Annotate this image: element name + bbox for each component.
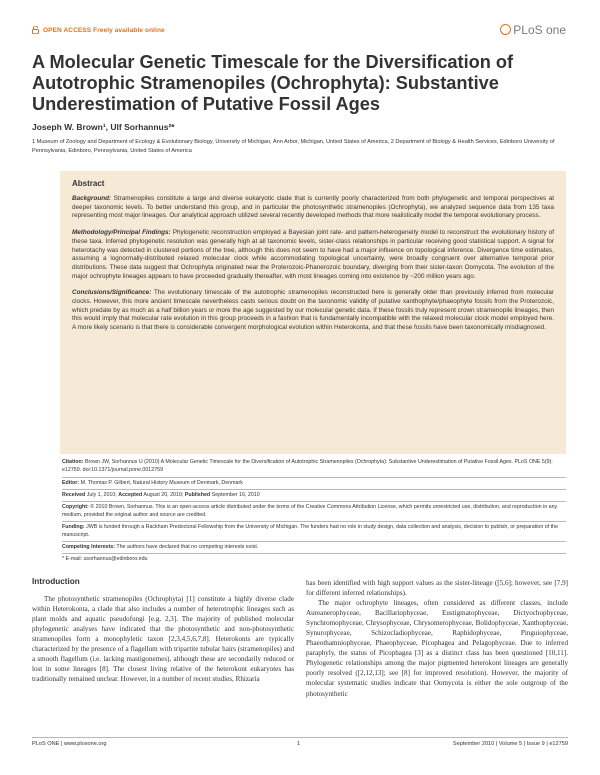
journal-logo-text: PLoS one bbox=[513, 23, 566, 37]
copyright-text: © 2010 Brown, Sorhannus. This is an open-access article distributed under the terms of the Creative Commons Attribution License, which permits unrestricted use, distribution, and reproduction in any medium, provided the original author and source are credited. bbox=[62, 504, 558, 518]
open-access-lock-icon bbox=[32, 26, 39, 34]
received-lead: Received bbox=[62, 492, 86, 498]
funding-lead: Funding: bbox=[62, 524, 85, 530]
intro-paragraph: The major ochrophyte lineages, often considered as different classes, include Aureanerophyceae, Bacillariophyceae, Eustigmatophyceae, Dictyochophyceae, Synchromophyceae, Chrysophyceae, Chrysomerophyceae, Bolidophyceae, Xanthophyceae, Synurophyceae, Schizocladiophyceae, Raphidophyceae, Pinguiophyceae, Phaeothamniophyceae, Phaeophyceae, Picophagea and Pelagophyceae. Due to inferred paraphyly, the status of Picophagea [3] as a distinct class has been questioned [10,11]. Phylogenetic relationships among the major pigmented heterokont lineages are generally poorly resolved ([2,12,13]; see [8] for improved resolution). However, the majority of molecular systematic studies indicate that Oomycota is either the sole outgroup of the photosynthetic bbox=[306, 599, 568, 698]
intro-left-column bbox=[32, 594, 294, 684]
accepted-lead: Accepted bbox=[118, 492, 143, 498]
footer-journal: PLoS ONE | www.plosone.org bbox=[32, 741, 107, 747]
footer-issue: September 2010 | Volume 5 | Issue 9 | e12759 bbox=[452, 741, 568, 747]
abstract-background-lead: Background: bbox=[72, 195, 112, 202]
accepted-date: August 20, 2010; bbox=[143, 492, 184, 498]
abstract-box bbox=[60, 171, 566, 454]
abstract-methods-text: Phylogenetic reconstruction employed a Bayesian joint rate- and pattern-heterogeneity model to reconstruct the evolutionary history of these taxa. Inferred phylogenetic resolution was generally high at all taxonomic levels, sister-class relationships in particular receiving good statistical support. A signal for heterotachy was detected in clustered portions of the tree, although this does not seem to have had a major influence on topological inference. Divergence time estimates, assuming a lognormally-distributed relaxed molecular clock while accommodating topological uncertainty, were broadly congruent over alternative temporal prior distributions. These data suggest that Ochrophyta originated near the Proterozoic-Phanerozoic boundary, diverging from their sister-taxon Oomycota. The evolution of the major ochrophyte lineages appears to have proceeded gradually thereafter, with most lineages coming into existence by ~200 million years ago. bbox=[72, 229, 555, 280]
citation bbox=[62, 459, 568, 474]
meta-divider bbox=[62, 541, 566, 542]
copyright bbox=[62, 504, 568, 519]
meta-divider bbox=[62, 501, 566, 502]
abstract-background-text: Stramenopiles constitute a large and diverse eukaryotic clade that is currently poorly characterized from both phylogenetic and temporal perspectives at deeper taxonomic levels. To better understand this group, and in particular the photosynthetic stramenopiles (Ochrophyta), we analyzed sequence data from 135 taxa representing most major lineages. Our analytical approach utilized several recently developed methods that more realistically model the temporal evolutionary process. bbox=[72, 195, 555, 220]
meta-divider bbox=[62, 553, 566, 554]
citation-text: Brown JW, Sorhannus U (2010) A Molecular Genetic Timescale for the Diversification of Autotrophic Stramenopiles (Ochrophyta): Substantive Underestimation of Putative Fossil Ages. PLoS ONE 5(9): e12759. doi:10.1371/journal.pone.0012759 bbox=[62, 459, 553, 473]
footer-divider bbox=[32, 737, 568, 738]
intro-paragraph: The photosynthetic stramenopiles (Ochrophyta) [1] constitute a highly diverse clade within Heterokonta, a clade that also includes a number of heterotrophic lineages such as plant molds and aquatic pseudofungi [e.g. 2,3]. The majority of published molecular phylogenetic analyses have indicated that the photosynthetic and non-photosynthetic stramenopiles form a monophyletic taxon [2,3,4,5,6,7,8]. Heterokonts are typically characterized by the presence of a flagellum with tripartite tubular hairs (stramenopiles) and a smooth flagellum (i.e. lacking mastigonemes), although these are secondarily reduced or lost in some lineages [8]. The closest living relative of the heterokont eukaryotes has traditionally remained unclear. However, in a number of recent studies, Rhizaria bbox=[32, 595, 294, 684]
published-date: September 16, 2010 bbox=[211, 492, 260, 498]
abstract-heading: Abstract bbox=[72, 179, 105, 188]
meta-divider bbox=[62, 477, 566, 478]
open-access-label: OPEN ACCESS Freely available online bbox=[43, 26, 165, 34]
citation-lead: Citation: bbox=[62, 459, 84, 465]
intro-right-column bbox=[306, 578, 568, 699]
published-lead: Published bbox=[184, 492, 211, 498]
journal-logo bbox=[500, 23, 566, 37]
intro-paragraph: has been identified with high support values as the sister-lineage ([5,6]; however, see [7,9] for different inferred relationships). bbox=[306, 579, 568, 598]
funding bbox=[62, 524, 568, 539]
open-access-banner bbox=[32, 26, 165, 34]
received-date: July 1, 2010; bbox=[86, 492, 117, 498]
editor-lead: Editor: bbox=[62, 480, 80, 486]
copyright-lead: Copyright: bbox=[62, 504, 89, 510]
email: * E-mail: usorhannus@edinboro.edu bbox=[62, 556, 148, 562]
editor bbox=[62, 480, 568, 488]
footer-page-number: 1 bbox=[297, 741, 301, 747]
meta-divider bbox=[62, 489, 566, 490]
introduction-heading: Introduction bbox=[32, 577, 80, 586]
editor-text: M. Thomas P. Gilbert, Natural History Museum of Denmark, Denmark bbox=[80, 480, 243, 486]
abstract-conclusions-lead: Conclusions/Significance: bbox=[72, 289, 152, 297]
plos-logo-icon bbox=[500, 24, 511, 35]
meta-divider bbox=[62, 521, 566, 522]
article-title: A Molecular Genetic Timescale for the Diversification of Autotrophic Stramenopiles (Ochrophyta): Substantive Underestimation of Putative Fossil Ages bbox=[32, 52, 514, 114]
abstract-conclusions bbox=[72, 289, 554, 333]
dates bbox=[62, 492, 568, 500]
funding-text: JWB is funded through a Rackham Predoctoral Fellowship from the University of Michigan. The funders had no role in study design, data collection and analysis, decision to publish, or preparation of the manuscript. bbox=[62, 524, 559, 538]
article-authors: Joseph W. Brown¹, Ulf Sorhannus²* bbox=[32, 122, 175, 132]
abstract-conclusions-text: The evolutionary timescale of the autotrophic stramenopiles reconstructed here is generally older than previously inferred from molecular clocks. However, this more ancient timescale nevertheless casts serious doubt on the taxonomic validity of putative xanthophyte/phaeophyte fossils from the Proterozoic, which predate by as much as a half billion years or more the age suggested by our molecular genetic data. If these fossils truly represent crown stramenopile lineages, then this would imply that molecular rate evolution in this group proceeds in a fashion that is fundamentally incompatible with the relaxed molecular clock model employed here. A more likely scenario is that there is considerable convergent morphological evolution within Heterokonta, and that these fossils have been taxonomically misdiagnosed. bbox=[72, 289, 554, 332]
competing-lead: Competing Interests: bbox=[62, 544, 115, 550]
abstract-methods bbox=[72, 229, 554, 281]
competing-interests bbox=[62, 544, 568, 552]
competing-text: The authors have declared that no competing interests exist. bbox=[116, 544, 259, 550]
abstract-methods-lead: Methodology/Principal Findings: bbox=[72, 229, 171, 237]
article-affiliations: 1 Museum of Zoology and Department of Ecology & Evolutionary Biology, University of Michigan, Ann Arbor, Michigan, United States of America, 2 Department of Biology & Health Services, Edinboro University of Pennsylvania, Edinboro, Pennsylvania, United States of America bbox=[32, 139, 555, 154]
abstract-background bbox=[72, 195, 554, 221]
